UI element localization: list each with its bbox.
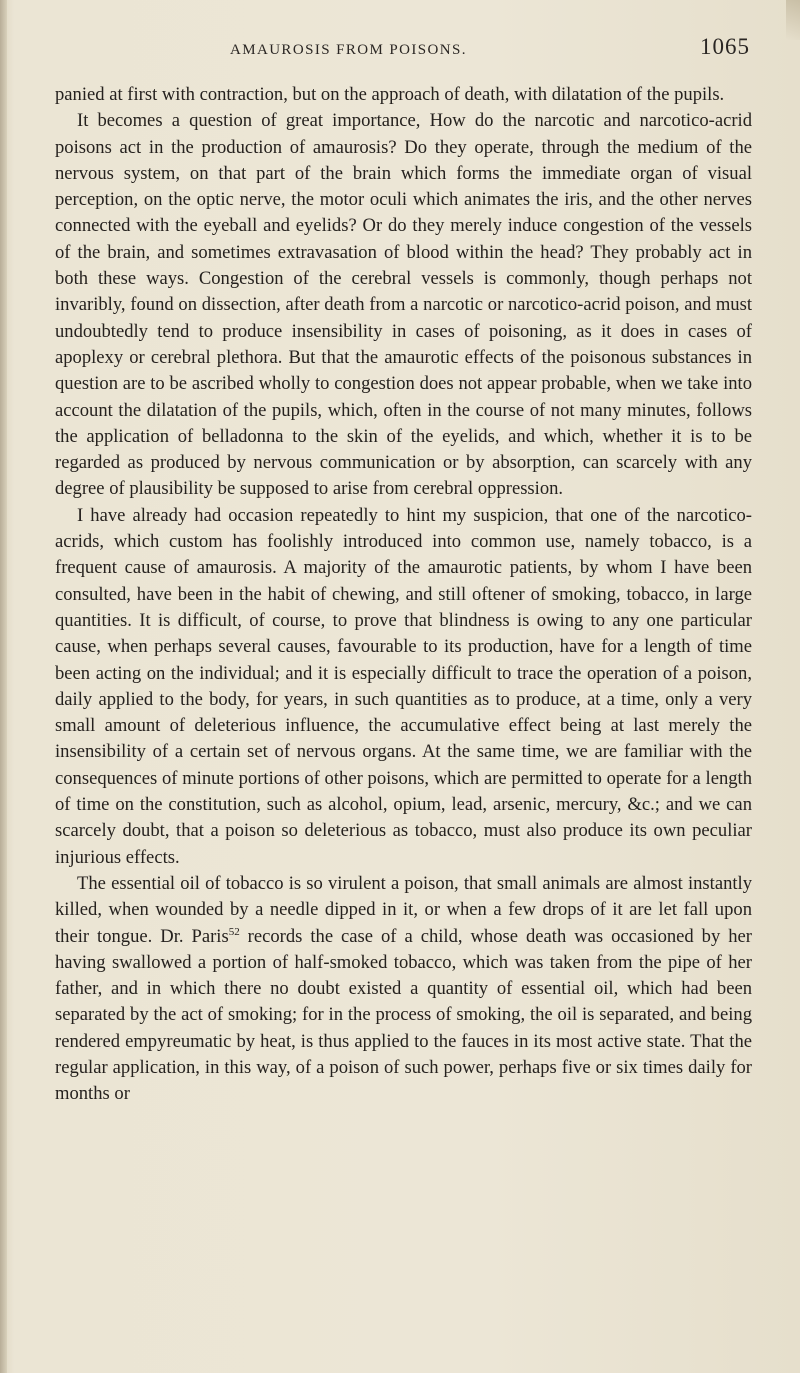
paragraph: [55, 871, 752, 1108]
page-corner-shadow: [786, 0, 800, 40]
page-left-edge: [0, 0, 7, 1373]
footnote-ref[interactable]: 52: [228, 925, 240, 938]
page-number: 1065: [700, 34, 750, 59]
paragraph: I have already had occasion repeatedly to hint my suspicion, that one of the narcotico-acrids, which custom has foolishly introduced into common use, namely tobacco, is a frequent cause of amaurosis. A majority of the amaurotic patients, by whom I have been consulted, have been in the habit of chewing, and still oftener of smoking, tobacco, in large quantities. It is difficult, of course, to prove that blindness is owing to any one particular cause, when perhaps several causes, favourable to its production, have for a length of time been acting on the individual; and it is especially difficult to trace the operation of a poison, daily applied to the body, for years, in such quantities as to produce, at a time, only a very small amount of deleterious influence, the accumulative effect being at last merely the insensibility of a certain set of nervous organs. At the same time, we are familiar with the consequences of minute portions of other poisons, which are permitted to operate for a length of time on the constitution, such as alcohol, opium, lead, arsenic, mercury, &c.; and we can scarcely doubt, that a poison so deleterious as tobacco, must also produce its own peculiar injurious effects.: [55, 504, 752, 868]
paragraph: It becomes a question of great importance, How do the narcotic and narcotico-acrid poisons act in the production of amaurosis? Do they operate, through the medium of the nervous system, on that part of the brain which forms the immediate organ of visual perception, on the optic nerve, the motor oculi which animates the iris, and the other nerves connected with the eyeball and eyelids? Or do they merely induce congestion of the vessels of the brain, and sometimes extravasation of blood within the head? They probably act in both these ways. Congestion of the cerebral vessels is commonly, though perhaps not invaribly, found on dissection, after death from a narcotic or narcotico-acrid poison, and must undoubtedly tend to produce insensibility in cases of poisoning, as it does in cases of apoplexy or cerebral plethora. But that the amaurotic effects of the poisonous substances in question are to be ascribed wholly to congestion does not appear probable, when we take into account the dilatation of the pupils, which, often in the course of not many minutes, follows the application of belladonna to the skin of the eyelids, and which, whether it is to be regarded as produced by nervous communication or by absorption, can scarcely with any degree of plausibility be supposed to arise from cerebral oppression.: [55, 110, 752, 500]
paragraph-continued: panied at first with contraction, but on the approach of death, with dilatation of the pupils.: [55, 84, 725, 105]
running-title: AMAUROSIS FROM POISONS.: [230, 42, 467, 58]
page-header: [90, 34, 750, 68]
body-text: [55, 82, 752, 1108]
paragraph-text: records the case of a child, whose death was occasioned by her having swallowed a portion of half-smoked tobacco, which was taken from the pipe of her father, and in which there no doubt existed a quantity of essential oil, which had been separated by the act of smoking; for in the process of smoking, the oil is separated, and being rendered empyreumatic by heat, is thus applied to the fauces in its most active state. That the regular application, in this way, of a poison of such power, perhaps five or six times daily for months or: [55, 925, 752, 1105]
paragraph-text: The essential oil of tobacco is so virulent a poison, that small animals are almost instantly killed, when wounded by a needle dipped in it, or when a few drops of it are let fall upon their tongue. Dr. Paris: [55, 872, 752, 947]
